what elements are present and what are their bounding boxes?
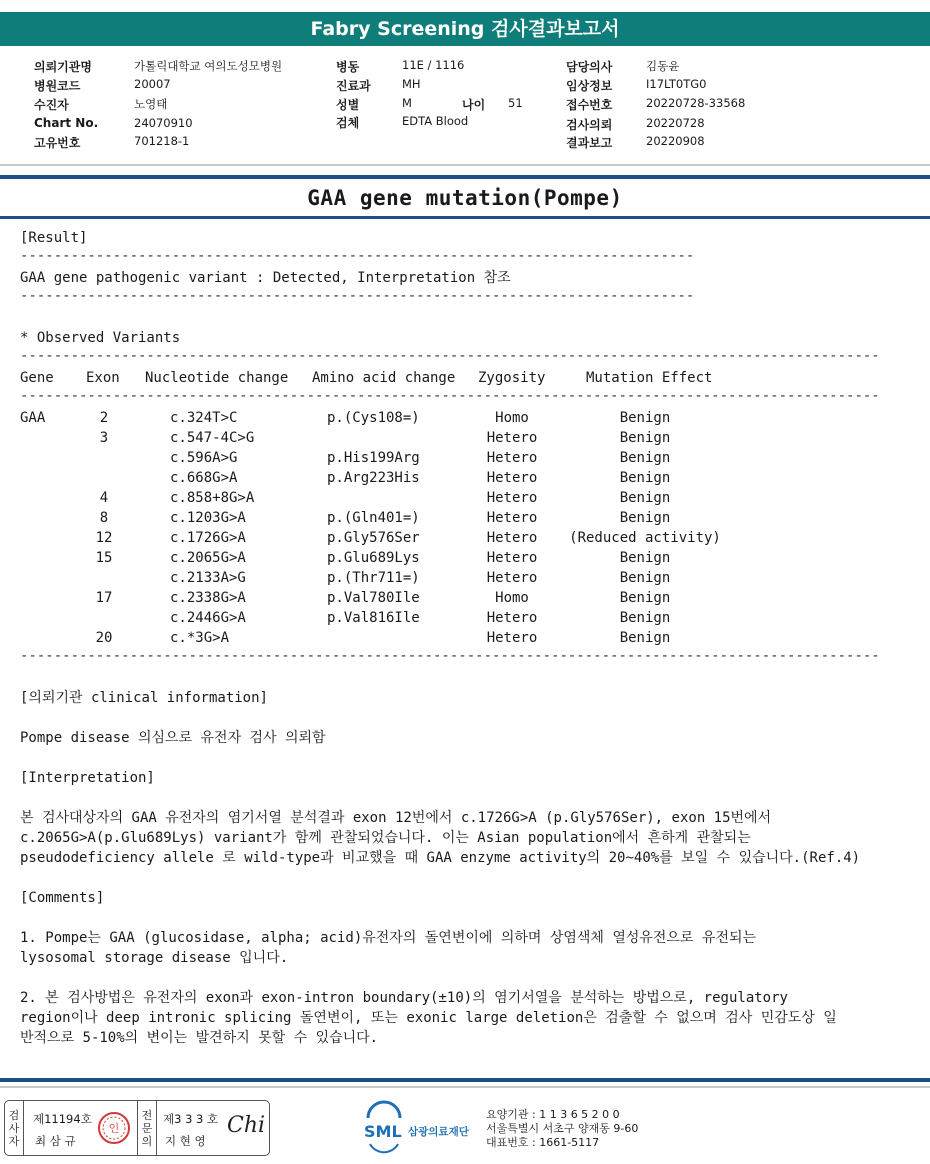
tester-name: 최 삼 규 [35,1134,76,1148]
variant-nucleotide: c.2446G>A [170,610,246,626]
variants-table [20,368,740,388]
variant-amino-acid: p.(Gln401=) [327,510,420,526]
col-gene-header: Gene [20,370,54,386]
variant-nucleotide: c.2065G>A [170,550,246,566]
specialist-label-char: 문 [141,1121,153,1135]
comment-line: lysosomal storage disease 입니다. [20,950,289,966]
variant-effect: Benign [619,450,671,466]
interpretation-line: 본 검사대상자의 GAA 유전자의 염기서열 분석결과 exon 12번에서 c.1726G>A (p.Gly576Ser), exon 15번에서 [20,810,772,826]
label-specimen: 검체 [336,116,360,130]
interpretation-line: pseudodeficiency allele 로 wild-type과 비교했을 때 GAA enzyme activity의 20~40%를 보일 수 있습니다.(Ref.4) [20,850,861,866]
divider-gray-bottom [0,1086,930,1088]
variant-effect: Benign [619,470,671,486]
variant-zygosity: Hetero [486,490,538,506]
variant-effect: Benign [619,550,671,566]
address-line: 서울특별시 서초구 양재동 9-60 [486,1122,639,1135]
label-hospital: 의뢰기관명 [34,60,92,74]
variant-exon: 8 [99,510,109,526]
variant-zygosity: Hetero [486,470,538,486]
value-sex: M [402,96,412,110]
value-hospital: 가톨릭대학교 여의도성모병원 [134,59,283,73]
sml-logo-name: 삼광의료재단 [408,1126,469,1138]
variant-exon: 17 [95,590,113,606]
address-line: 요양기관 : 1 1 3 6 5 2 0 0 [486,1108,620,1121]
specialist-label-char: 의 [141,1134,153,1148]
sml-logo-mark: SML [364,1122,402,1141]
table-row [20,548,740,568]
label-report-date: 결과보고 [566,136,613,150]
variant-zygosity: Hetero [486,530,538,546]
label-accession: 접수번호 [566,98,613,112]
variant-amino-acid: p.Val780Ile [327,590,420,606]
interpretation-heading: [Interpretation] [20,770,155,786]
variant-exon: 12 [95,530,113,546]
report-header-title: Fabry Screening 검사결과보고서 [0,12,930,46]
dashed-rule: ------------------------------------------------------------------------------------------------------ [20,648,880,664]
sml-logo-icon [362,1108,482,1148]
value-accession: 20220728-33568 [646,96,746,110]
variant-nucleotide: c.596A>G [170,450,238,466]
variant-nucleotide: c.668G>A [170,470,238,486]
variant-nucleotide: c.*3G>A [170,630,230,646]
comment-line: 반적으로 5-10%의 변이는 발견하지 못할 수 있습니다. [20,1030,379,1046]
comments-heading: [Comments] [20,890,105,906]
variant-amino-acid: p.Val816Ile [327,610,420,626]
specialist-name: 지 현 영 [165,1134,206,1148]
col-effect-header: Mutation Effect [586,370,713,386]
label-ward: 병동 [336,60,360,74]
label-chart-no: Chart No. [34,116,99,130]
sml-logo [362,1108,482,1152]
label-age: 나이 [462,98,486,112]
col-amino-header: Amino acid change [312,370,456,386]
variant-amino-acid: p.Arg223His [327,470,420,486]
variant-effect: Benign [619,590,671,606]
variant-effect: Benign [619,510,671,526]
result-line: GAA gene pathogenic variant : Detected, Interpretation 참조 [20,270,511,286]
tester-label-char: 자 [8,1134,20,1148]
variant-zygosity: Hetero [486,510,538,526]
table-row [20,628,740,648]
variant-effect: Benign [619,610,671,626]
clinical-heading: [의뢰기관 clinical information] [20,690,268,706]
clinical-text: Pompe disease 의심으로 유전자 검사 의뢰함 [20,730,326,746]
table-row [20,468,740,488]
value-unique-id: 701218-1 [134,134,190,148]
value-request-date: 20220728 [646,116,705,130]
variant-zygosity: Homo [495,590,529,606]
variant-zygosity: Hetero [486,630,538,646]
signature-icon: Chi [227,1113,266,1138]
table-row [20,448,740,468]
value-patient: 노영태 [134,97,168,111]
signature-box [4,1100,270,1156]
variant-amino-acid: p.His199Arg [327,450,420,466]
lab-address [486,1108,638,1150]
variant-nucleotide: c.1203G>A [170,510,246,526]
label-hospital-code: 병원코드 [34,79,81,93]
value-department: MH [402,77,421,91]
dashed-rule: -------------------------------------------------------------------------------- [20,248,695,264]
variant-amino-acid: p.(Thr711=) [327,570,420,586]
variant-gene: GAA [20,410,46,426]
value-ward: 11E / 1116 [402,58,465,72]
table-row [20,528,740,548]
address-line: 대표번호 : 1661-5117 [486,1136,600,1149]
variant-nucleotide: c.1726G>A [170,530,246,546]
label-unique-id: 고유번호 [34,136,81,150]
col-zygosity-header: Zygosity [478,370,546,386]
variant-exon: 15 [95,550,113,566]
comment-line: region이나 deep intronic splicing 돌연변이, 또는 exonic large deletion은 검출할 수 없으며 검사 민감도상 일 [20,1010,837,1026]
table-row [20,588,740,608]
col-nucleotide-header: Nucleotide change [145,370,289,386]
report-title: GAA gene mutation(Pompe) [307,186,623,210]
table-row [20,428,740,448]
variant-zygosity: Hetero [486,570,538,586]
tester-license-no: 제11194호 [33,1112,92,1126]
variant-amino-acid: p.Gly576Ser [327,530,420,546]
dashed-rule: ------------------------------------------------------------------------------------------------------ [20,348,880,364]
specialist-license-no: 제3 3 3 호 [163,1112,219,1126]
variant-nucleotide: c.324T>C [170,410,238,426]
divider-navy-bottom [0,1078,930,1082]
label-request-date: 검사의뢰 [566,118,613,132]
result-heading: [Result] [20,230,88,246]
value-clinical-info: I17LT0TG0 [646,77,707,91]
value-specimen: EDTA Blood [402,114,469,128]
table-row [20,488,740,508]
variant-nucleotide: c.547-4C>G [170,430,255,446]
variant-nucleotide: c.2133A>G [170,570,246,586]
table-row [20,408,740,428]
dashed-rule: ------------------------------------------------------------------------------------------------------ [20,388,880,404]
variant-effect: Benign [619,430,671,446]
variant-zygosity: Hetero [486,430,538,446]
variant-effect: (Reduced activity) [569,530,721,546]
table-row [20,608,740,628]
variant-effect: Benign [619,410,671,426]
variant-amino-acid: p.(Cys108=) [327,410,420,426]
label-sex: 성별 [336,98,360,112]
variant-rows [20,408,740,648]
specialist-label [137,1101,157,1155]
divider-gray [0,164,930,166]
tester-label [5,1101,24,1155]
comment-line: 2. 본 검사방법은 유전자의 exon과 exon-intron boundary(±10)의 염기서열을 분석하는 방법으로, regulatory [20,990,788,1006]
variant-nucleotide: c.858+8G>A [170,490,255,506]
interpretation-line: c.2065G>A(p.Glu689Lys) variant가 함께 관찰되었습니다. 이는 Asian population에서 흔하게 관찰되는 [20,830,751,846]
table-row [20,508,740,528]
variant-nucleotide: c.2338G>A [170,590,246,606]
variant-exon: 2 [99,410,109,426]
label-patient: 수진자 [34,98,69,112]
label-department: 진료과 [336,79,371,93]
divider-navy-title [0,216,930,219]
variant-effect: Benign [619,570,671,586]
variant-zygosity: Hetero [486,550,538,566]
patient-info [0,56,930,156]
variant-zygosity: Homo [495,410,529,426]
variant-effect: Benign [619,630,671,646]
label-clinical-info: 임상정보 [566,79,613,93]
variant-zygosity: Hetero [486,450,538,466]
table-row [20,568,740,588]
col-exon-header: Exon [86,370,120,386]
tester-label-char: 검 [8,1108,20,1122]
label-doctor: 담당의사 [566,60,613,74]
variant-exon: 3 [99,430,109,446]
value-doctor: 김동윤 [646,59,680,73]
variant-exon: 20 [95,630,113,646]
dashed-rule: -------------------------------------------------------------------------------- [20,288,695,304]
value-chart-no: 24070910 [134,116,193,130]
value-age: 51 [508,96,523,110]
divider-navy-top [0,175,930,179]
observed-variants-heading: * Observed Variants [20,330,181,346]
table-header-row [20,368,740,388]
value-report-date: 20220908 [646,134,705,148]
value-hospital-code: 20007 [134,77,171,91]
variant-amino-acid: p.Glu689Lys [327,550,420,566]
variant-exon: 4 [99,490,109,506]
tester-label-char: 사 [8,1121,20,1135]
specialist-label-char: 전 [141,1108,153,1122]
seal-stamp-text: 인 [108,1122,120,1135]
report-footer [0,1096,930,1164]
variant-zygosity: Hetero [486,610,538,626]
comment-line: 1. Pompe는 GAA (glucosidase, alpha; acid)유전자의 돌연변이에 의하며 상염색체 열성유전으로 유전되는 [20,930,757,946]
variant-effect: Benign [619,490,671,506]
seal-stamp-icon [97,1111,131,1145]
